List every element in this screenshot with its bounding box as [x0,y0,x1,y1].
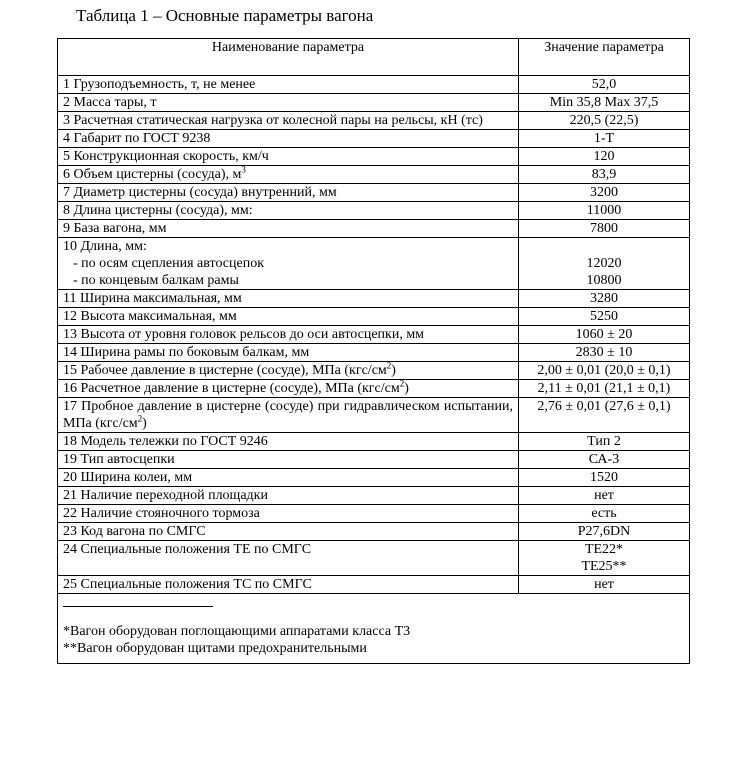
param-value: 220,5 (22,5) [519,112,690,130]
param-value: 2830 ± 10 [519,344,690,362]
footnote: *Вагон оборудован поглощающими аппаратами класса Т3 [63,624,411,639]
param-value: Тип 2 [519,433,690,451]
table-row [58,148,690,166]
table-row [58,326,690,344]
table-row [58,112,690,130]
param-name: 14 Ширина рамы по боковым балкам, мм [58,344,519,362]
param-value: 2,00 ± 0,01 (20,0 ± 0,1) [519,362,690,380]
param-value: 1520 [519,469,690,487]
param-name: 5 Конструкционная скорость, км/ч [58,148,519,166]
param-name: 18 Модель тележки по ГОСТ 9246 [58,433,519,451]
param-name-text: 15 Рабочее давление в цистерне (сосуде), МПа (кгс/см [63,363,387,378]
param-value: 83,9 [519,166,690,184]
header-value: Значение параметра [519,39,690,76]
param-name: 23 Код вагона по СМГС [58,523,519,541]
param-value: 2,76 ± 0,01 (27,6 ± 0,1) [519,398,690,433]
table-row [58,290,690,308]
param-name-tail: ) [142,416,147,431]
param-value: Min 35,8 Max 37,5 [519,94,690,112]
param-value: есть [519,505,690,523]
superscript: 2 [399,379,405,389]
table-row [58,505,690,523]
param-name [58,166,519,184]
param-name: 21 Наличие переходной площадки [58,487,519,505]
table-row [58,76,690,94]
superscript: 2 [386,361,392,371]
param-value: 5250 [519,308,690,326]
param-name-text: 10 Длина, мм: [63,239,147,254]
param-value: нет [519,576,690,594]
param-name: 19 Тип автосцепки [58,451,519,469]
table-row [58,166,690,184]
param-name [58,398,519,433]
table-row [58,433,690,451]
param-value: 3280 [519,290,690,308]
sub-item: - по концевым балкам рамы [73,273,239,288]
sub-value: 10800 [586,273,622,288]
table-row [58,238,690,290]
param-value: СА-3 [519,451,690,469]
table-row [58,541,690,576]
param-name [58,362,519,380]
table-row [58,576,690,594]
footnote-divider [63,606,213,607]
table-header-row [58,39,690,76]
table-row [58,380,690,398]
superscript: 3 [241,165,246,175]
param-value: Р27,6DN [519,523,690,541]
param-name: 13 Высота от уровня головок рельсов до оси автосцепки, мм [58,326,519,344]
sub-value: 12020 [586,256,622,271]
table-row [58,523,690,541]
param-value: 7800 [519,220,690,238]
param-name-text: 6 Объем цистерны (сосуда), м [63,167,242,182]
param-name: 4 Габарит по ГОСТ 9238 [58,130,519,148]
param-name: 25 Специальные положения ТС по СМГС [58,576,519,594]
header-param: Наименование параметра [58,39,519,76]
param-name: 7 Диаметр цистерны (сосуда) внутренний, мм [58,184,519,202]
param-name: 9 База вагона, мм [58,220,519,238]
table-row [58,94,690,112]
param-value: 120 [519,148,690,166]
param-value: 3200 [519,184,690,202]
table-row [58,202,690,220]
table-row [58,469,690,487]
param-value: 11000 [519,202,690,220]
parameters-table [57,38,690,664]
param-name: 8 Длина цистерны (сосуда), мм: [58,202,519,220]
param-value: 2,11 ± 0,01 (21,1 ± 0,1) [519,380,690,398]
param-name-text: 16 Расчетное давление в цистерне (сосуде), МПа (кгс/см [63,381,400,396]
param-value: 1060 ± 20 [519,326,690,344]
param-name: 24 Специальные положения ТЕ по СМГС [58,541,519,576]
table-row [58,487,690,505]
param-value: 52,0 [519,76,690,94]
footnote: **Вагон оборудован щитами предохранительными [63,641,367,656]
footnote-row [58,594,690,664]
param-name: 11 Ширина максимальная, мм [58,290,519,308]
param-name: 2 Масса тары, т [58,94,519,112]
param-name-tail: ) [391,363,396,378]
sub-value: ТЕ22* [584,542,624,557]
param-name [58,380,519,398]
param-name-text: 17 Пробное давление в цистерне (сосуде) при гидравлическом испытании, МПа (кгс/см [63,399,513,431]
table-row [58,220,690,238]
param-name: 20 Ширина колеи, мм [58,469,519,487]
superscript: 2 [137,413,143,424]
footnote-cell [58,594,690,664]
param-name: 22 Наличие стояночного тормоза [58,505,519,523]
table-row [58,398,690,433]
sub-item: - по осям сцепления автосцепок [73,256,265,271]
table-row [58,130,690,148]
param-name: 1 Грузоподъемность, т, не менее [58,76,519,94]
table-row [58,451,690,469]
param-value: нет [519,487,690,505]
param-name: 12 Высота максимальная, мм [58,308,519,326]
param-name [58,238,519,290]
table-caption: Таблица 1 – Основные параметры вагона [76,6,374,25]
table-row [58,344,690,362]
param-name: 3 Расчетная статическая нагрузка от колесной пары на рельсы, кН (тс) [58,112,519,130]
param-value [519,238,690,290]
table-row [58,308,690,326]
sub-value: ТЕ25** [581,559,627,574]
param-value: 1-Т [519,130,690,148]
table-row [58,362,690,380]
table-row [58,184,690,202]
param-value [519,541,690,576]
param-name-tail: ) [404,381,409,396]
